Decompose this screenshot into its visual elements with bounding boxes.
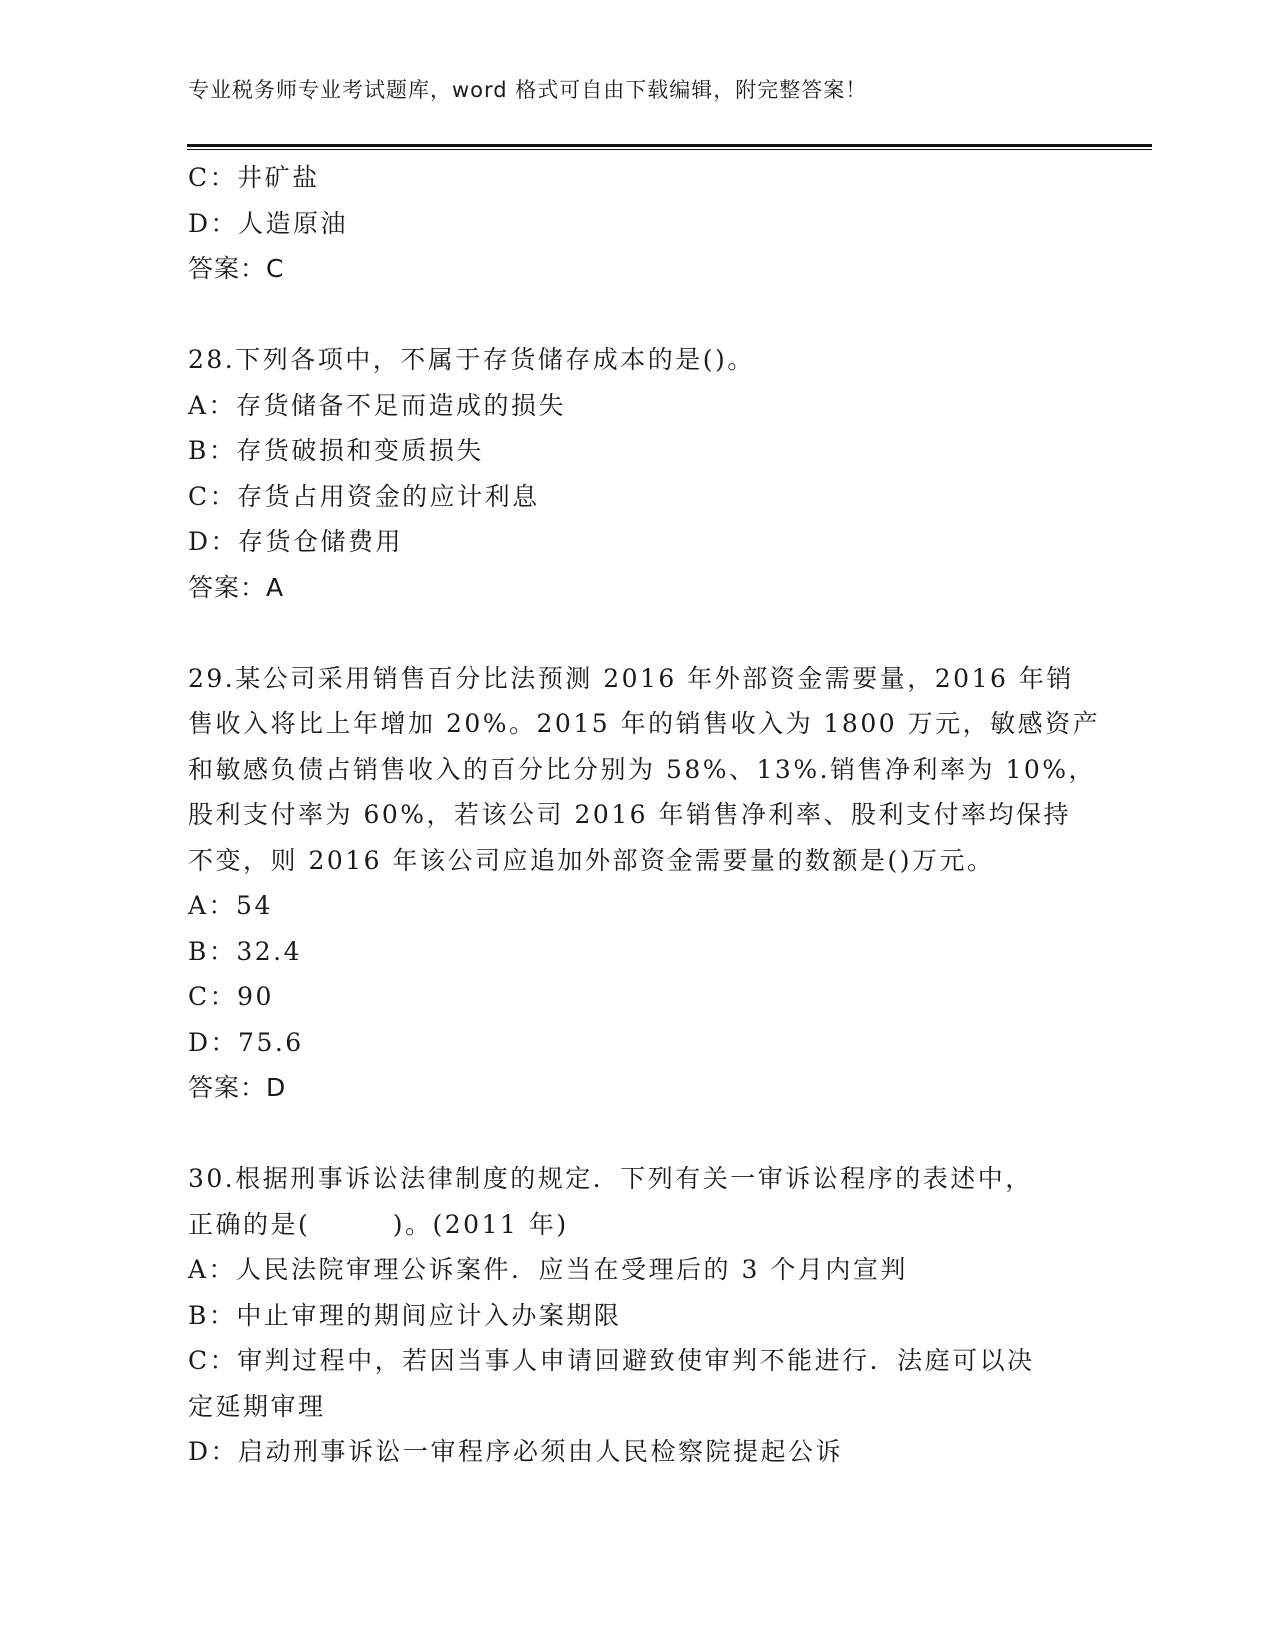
option-c: C：存货占用资金的应计利息	[188, 481, 540, 511]
option-b: B：存货破损和变质损失	[188, 436, 484, 465]
option-d: D：人造原油	[188, 208, 349, 238]
answer-line: 答案：A	[188, 572, 285, 602]
option-d: D：存货仓储费用	[188, 527, 404, 556]
option-b: B：32.4	[188, 936, 303, 966]
question-stem: 30.根据刑事诉讼法律制度的规定．下列有关一审诉讼程序的表述中，	[188, 1164, 1033, 1193]
option-c-continued: 定延期审理	[188, 1391, 326, 1421]
question-28	[188, 337, 1088, 610]
question-stem: 28.下列各项中，不属于存货储存成本的是()。	[188, 345, 755, 374]
option-c: C：井矿盐	[188, 163, 320, 192]
answer-line: 答案：C	[188, 254, 285, 283]
option-a: A：54	[188, 891, 273, 920]
header-rule-thin	[187, 149, 1152, 150]
page-header: 专业税务师专业考试题库，word 格式可自由下载编辑，附完整答案！	[188, 78, 868, 102]
question-stem: 和敏感负债占销售收入的百分比分别为 58%、13%.销售净利率为 10%，	[188, 754, 1097, 784]
option-b: B：中止审理的期间应计入办案期限	[188, 1300, 622, 1330]
option-d: D：75.6	[188, 1027, 304, 1057]
question-stem: 股利支付率为 60%，若该公司 2016 年销售净利率、股利支付率均保持	[188, 800, 1072, 829]
question-29	[188, 656, 1101, 1111]
question-stem: 正确的是( )。(2011 年)	[188, 1209, 569, 1239]
option-a: A：存货储备不足而造成的损失	[188, 390, 567, 420]
option-c: C：90	[188, 982, 274, 1011]
question-30	[188, 1156, 1088, 1475]
option-c: C：审判过程中，若因当事人申请回避致使审判不能进行．法庭可以决	[188, 1346, 1035, 1375]
document-body	[188, 155, 1101, 1475]
question-stem: 不变，则 2016 年该公司应追加外部资金需要量的数额是()万元。	[188, 845, 995, 875]
question-stem: 售收入将比上年增加 20%。2015 年的销售收入为 1800 万元，敏感资产	[188, 709, 1101, 738]
question-stem: 29.某公司采用销售百分比法预测 2016 年外部资金需要量，2016 年销	[188, 663, 1074, 693]
option-d: D：启动刑事诉讼一审程序必须由人民检察院提起公诉	[188, 1437, 844, 1466]
answer-line: 答案：D	[188, 1073, 287, 1102]
question-27-tail	[188, 155, 1088, 292]
header-rule-thick	[187, 144, 1152, 147]
option-a: A：人民法院审理公诉案件．应当在受理后的 3 个月内宣判	[188, 1255, 908, 1284]
